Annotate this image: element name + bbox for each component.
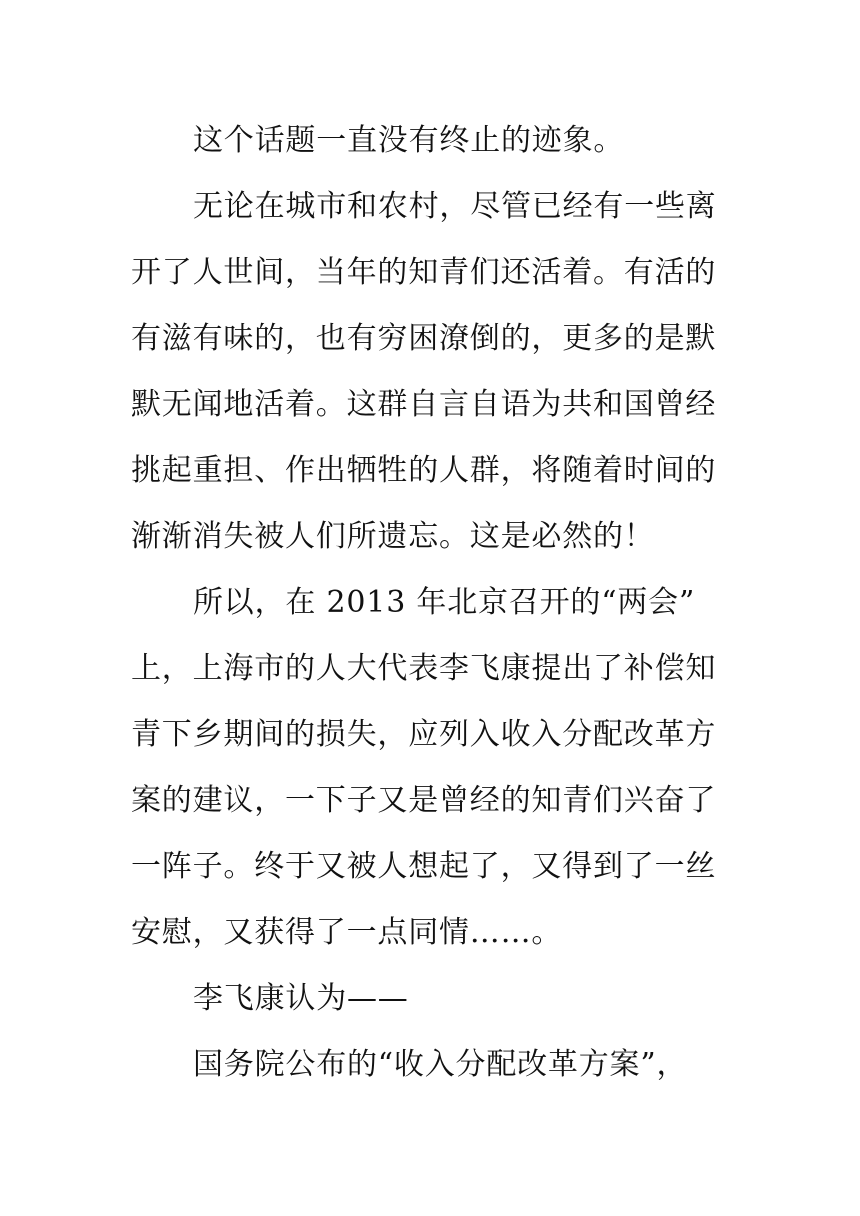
text-line: 渐渐消失被人们所遗忘。这是必然的！	[131, 519, 655, 554]
text-line: 国务院公布的“收入分配改革方案”，	[193, 1047, 688, 1082]
text-line: 所以，在 2013 年北京召开的“两会”	[193, 585, 696, 620]
text-line: 李飞康认为——	[193, 981, 409, 1016]
text-line: 一阵子。终于又被人想起了，又得到了一丝	[131, 849, 717, 884]
text-line: 挑起重担、作出牺牲的人群，将随着时间的	[131, 453, 717, 488]
text-line: 有滋有味的，也有穷困潦倒的，更多的是默	[131, 321, 717, 356]
body-text	[131, 108, 731, 1098]
text-line: 安慰，又获得了一点同情……。	[131, 915, 563, 950]
text-line: 案的建议，一下子又是曾经的知青们兴奋了	[131, 783, 717, 818]
text-line: 上，上海市的人大代表李飞康提出了补偿知	[131, 651, 717, 686]
text-line: 无论在城市和农村，尽管已经有一些离	[193, 189, 717, 224]
text-line: 青下乡期间的损失，应列入收入分配改革方	[131, 717, 717, 752]
text-line: 这个话题一直没有终止的迹象。	[193, 123, 625, 158]
text-line: 开了人世间，当年的知青们还活着。有活的	[131, 255, 717, 290]
text-line: 默无闻地活着。这群自言自语为共和国曾经	[131, 387, 717, 422]
